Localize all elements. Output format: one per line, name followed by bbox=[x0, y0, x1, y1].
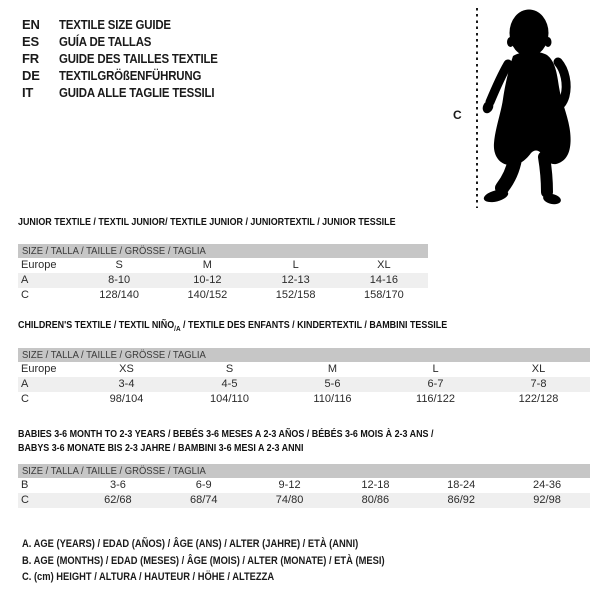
footnote-text: B. AGE (MONTHS) / EDAD (MESES) / ÂGE (MOIS) / ALTER (MONATE) / ETÀ (MESI) bbox=[22, 554, 385, 567]
value-cell: 6-7 bbox=[427, 378, 444, 391]
table-title-line bbox=[18, 318, 504, 336]
value-cell: 5-6 bbox=[324, 378, 341, 391]
value-cell: 3-4 bbox=[118, 378, 135, 391]
value-cell: XL bbox=[531, 363, 546, 376]
table-row bbox=[18, 258, 428, 273]
language-guide-title: GUÍA DE TALLAS bbox=[59, 34, 152, 49]
row-label-cell: Europe bbox=[21, 363, 57, 376]
value-cell: 98/104 bbox=[109, 393, 144, 406]
value-cell: 68/74 bbox=[189, 494, 218, 506]
value-cell: S bbox=[115, 259, 123, 271]
language-guide-title: TEXTILE SIZE GUIDE bbox=[59, 17, 171, 32]
footnote-text: A. AGE (YEARS) / EDAD (AÑOS) / ÂGE (ANS) / ALTER (JAHRE) / ETÀ (ANNI) bbox=[22, 538, 359, 550]
value-cell: 152/158 bbox=[275, 289, 316, 301]
table-row bbox=[18, 493, 590, 508]
row-label-cell: C bbox=[21, 494, 29, 506]
value-cell: 116/122 bbox=[416, 393, 455, 406]
value-cell: 110/116 bbox=[313, 393, 352, 406]
value-cell: 104/110 bbox=[210, 393, 249, 406]
row-label-cell: A bbox=[21, 274, 29, 286]
table-title bbox=[18, 318, 590, 336]
value-cell: 10-12 bbox=[193, 274, 222, 286]
value-cell: M bbox=[202, 259, 212, 271]
row-label-cell: C bbox=[21, 393, 29, 406]
value-cell: XL bbox=[377, 259, 391, 271]
size-header-label: SIZE / TALLA / TAILLE / GRÖSSE / TAGLIA bbox=[22, 465, 206, 477]
size-table bbox=[18, 478, 590, 508]
row-label-cell: B bbox=[21, 479, 29, 491]
language-row bbox=[22, 16, 239, 33]
table-row bbox=[18, 377, 590, 392]
value-cell: 8-10 bbox=[108, 274, 131, 286]
value-cell: 6-9 bbox=[195, 479, 212, 491]
value-cell: 62/68 bbox=[104, 494, 132, 506]
value-cell: 158/170 bbox=[363, 289, 404, 301]
value-cell: 12-13 bbox=[281, 274, 310, 286]
value-cell: 122/128 bbox=[518, 393, 559, 406]
value-cell: 18-24 bbox=[447, 479, 476, 491]
table-title-line bbox=[18, 441, 504, 455]
subscript-text: /A bbox=[174, 324, 181, 334]
size-table bbox=[18, 258, 428, 303]
table-row bbox=[18, 362, 590, 377]
title-text: / TEXTILE DES ENFANTS / KINDERTEXTIL / BAMBINI TESSILE bbox=[180, 319, 448, 331]
language-row bbox=[22, 84, 239, 101]
footnotes bbox=[22, 536, 449, 586]
title-text: BABIES 3-6 MONTH TO 2-3 YEARS / BEBÉS 3-6 MESES A 2-3 AÑOS / BÉBÉS 3-6 MOIS À 2-3 ANS / bbox=[18, 428, 434, 440]
row-label-cell: Europe bbox=[21, 259, 57, 271]
value-cell: L bbox=[292, 259, 299, 271]
table-row bbox=[18, 273, 428, 288]
footnote-line bbox=[22, 553, 449, 570]
value-cell: 140/152 bbox=[187, 289, 228, 301]
value-cell: XS bbox=[119, 363, 134, 376]
height-measure-label: C bbox=[453, 108, 462, 122]
value-cell: 14-16 bbox=[369, 274, 398, 286]
language-row bbox=[22, 50, 239, 67]
size-header-bar bbox=[18, 244, 428, 258]
baby-silhouette-icon bbox=[482, 6, 588, 210]
language-row bbox=[22, 67, 239, 84]
table-title bbox=[18, 427, 590, 455]
language-row bbox=[22, 33, 239, 50]
value-cell: 92/98 bbox=[533, 494, 561, 506]
language-guide-title: GUIDE DES TAILLES TEXTILE bbox=[59, 51, 218, 66]
footnote-line bbox=[22, 569, 449, 586]
value-cell: 3-6 bbox=[109, 479, 126, 491]
size-header-bar bbox=[18, 348, 590, 362]
footnote-line bbox=[22, 536, 449, 553]
table-title-line bbox=[18, 427, 504, 441]
size-header-bar bbox=[18, 464, 590, 478]
value-cell: 9-12 bbox=[278, 479, 301, 491]
size-header-label: SIZE / TALLA / TAILLE / GRÖSSE / TAGLIA bbox=[22, 349, 206, 362]
language-code: ES bbox=[22, 34, 39, 49]
baby-height-figure bbox=[450, 5, 598, 215]
table-row bbox=[18, 478, 590, 493]
value-cell: 86/92 bbox=[447, 494, 475, 506]
value-cell: 12-18 bbox=[361, 479, 390, 491]
language-guide-title: TEXTILGRÖßENFÜHRUNG bbox=[59, 68, 202, 83]
table-title-line bbox=[18, 215, 396, 229]
value-cell: 74/80 bbox=[275, 494, 304, 506]
row-label-cell: C bbox=[21, 289, 29, 301]
value-cell: 24-36 bbox=[533, 479, 562, 491]
table-row bbox=[18, 288, 428, 303]
value-cell: L bbox=[432, 363, 439, 376]
title-text: JUNIOR TEXTILE / TEXTIL JUNIOR/ TEXTILE JUNIOR / JUNIORTEXTIL / JUNIOR TESSILE bbox=[18, 216, 396, 228]
section-babies-textile bbox=[18, 427, 590, 508]
language-code: FR bbox=[22, 51, 39, 66]
section-junior-textile bbox=[18, 215, 428, 303]
table-row bbox=[18, 392, 590, 407]
height-dotted-line bbox=[476, 8, 478, 208]
language-title-list bbox=[22, 16, 239, 101]
section-childrens-textile bbox=[18, 318, 590, 407]
language-guide-title: GUIDA ALLE TAGLIE TESSILI bbox=[59, 85, 215, 100]
footnote-text: C. (cm) HEIGHT / ALTURA / HAUTEUR / HÖHE / ALTEZZA bbox=[22, 571, 275, 583]
title-text: BABYS 3-6 MONATE BIS 2-3 JAHRE / BAMBINI 3-6 MESI A 2-3 ANNI bbox=[18, 442, 304, 454]
value-cell: 128/140 bbox=[99, 289, 139, 301]
row-label-cell: A bbox=[21, 378, 29, 391]
value-cell: 4-5 bbox=[221, 378, 238, 391]
language-code: EN bbox=[22, 17, 40, 32]
language-code: DE bbox=[22, 68, 40, 83]
table-title bbox=[18, 215, 428, 229]
title-text: CHILDREN'S TEXTILE / TEXTIL NIÑO bbox=[18, 319, 175, 331]
value-cell: S bbox=[225, 363, 234, 376]
value-cell: M bbox=[327, 363, 338, 376]
size-table bbox=[18, 362, 590, 407]
value-cell: 7-8 bbox=[530, 378, 547, 391]
language-code: IT bbox=[22, 85, 34, 100]
value-cell: 80/86 bbox=[361, 494, 390, 506]
size-header-label: SIZE / TALLA / TAILLE / GRÖSSE / TAGLIA bbox=[22, 245, 206, 257]
